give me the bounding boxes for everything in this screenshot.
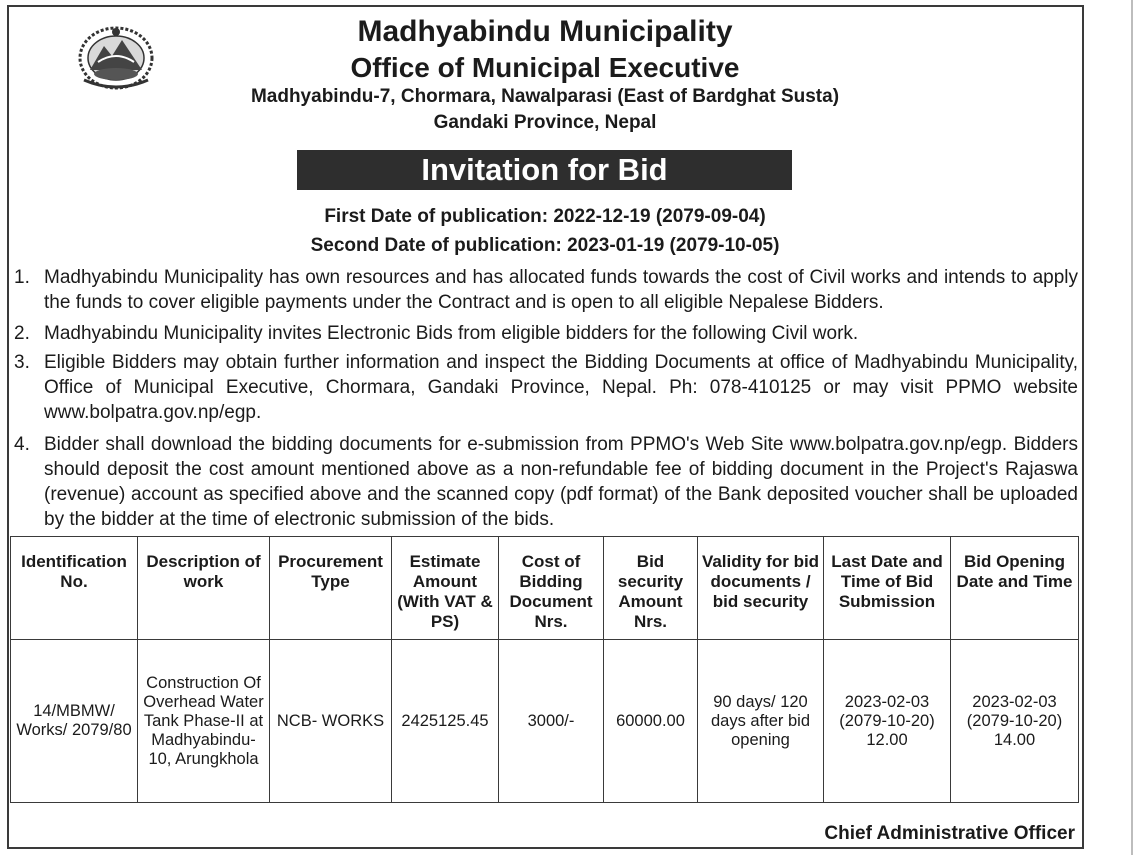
- cell-estimate-amount: 2425125.45: [392, 640, 499, 803]
- office-address: Madhyabindu-7, Chormara, Nawalparasi (East of Bardghat Susta): [250, 86, 840, 107]
- list-item: [14, 265, 1078, 315]
- bid-details-table: [10, 536, 1079, 803]
- list-item-number: 1.: [14, 267, 30, 288]
- column-header-document-cost: Cost of Bidding Document Nrs.: [499, 537, 604, 640]
- cell-description: Construction Of Overhead Water Tank Phase-II at Madhyabindu- 10, Arungkhola: [138, 640, 270, 803]
- first-publication-date: First Date of publication: 2022-12-19 (2079-09-04): [324, 206, 766, 227]
- list-item: [14, 350, 1078, 425]
- cell-procurement-type: NCB- WORKS: [270, 640, 392, 803]
- list-item: [14, 432, 1078, 532]
- column-header-opening-date: Bid Opening Date and Time: [951, 537, 1079, 640]
- column-header-last-date: Last Date and Time of Bid Submission: [824, 537, 951, 640]
- column-header-estimate-amount: Estimate Amount (With VAT & PS): [392, 537, 499, 640]
- page-edge-divider: [1131, 0, 1133, 855]
- list-item-text: Madhyabindu Municipality invites Electronic Bids from eligible bidders for the following Civil work.: [44, 323, 859, 344]
- column-header-identification: Identification No.: [11, 537, 138, 640]
- list-item-number: 3.: [14, 352, 30, 373]
- column-header-description: Description of work: [138, 537, 270, 640]
- municipality-name: Madhyabindu Municipality: [357, 15, 733, 48]
- cell-bid-security: 60000.00: [604, 640, 698, 803]
- cell-identification-no: 14/MBMW/ Works/ 2079/80: [11, 640, 138, 803]
- cell-document-cost: 3000/-: [499, 640, 604, 803]
- table-row: [11, 640, 1079, 803]
- list-item: [14, 321, 1078, 346]
- column-header-procurement-type: Procurement Type: [270, 537, 392, 640]
- list-item-number: 4.: [14, 434, 30, 455]
- cell-opening-date: 2023-02-03 (2079-10-20) 14.00: [951, 640, 1079, 803]
- list-item-text: Bidder shall download the bidding documents for e-submission from PPMO's Web Site www.bolpatra.gov.np/egp. Bidders should deposit the cost amount mentioned above as a non-refundable fee of bidding document in the Project's Rajaswa (revenue) account as specified above and the scanned copy (pdf format) of the Bank deposited voucher shall be uploaded by the bidder at the time of electronic submission of the bids.: [44, 434, 1078, 530]
- cell-validity: 90 days/ 120 days after bid opening: [698, 640, 824, 803]
- office-name: Office of Municipal Executive: [350, 52, 740, 83]
- second-publication-date: Second Date of publication: 2023-01-19 (2079-10-05): [310, 235, 780, 256]
- notice-title-banner: Invitation for Bid: [297, 150, 792, 190]
- list-item-text: Eligible Bidders may obtain further information and inspect the Bidding Documents at office of Madhyabindu Municipality, Office of Municipal Executive, Chormara, Gandaki Province, Nepal. Ph: 078-410125 or may visit PPMO website www.bolpatra.gov.np/egp.: [44, 352, 1078, 423]
- column-header-validity: Validity for bid documents / bid security: [698, 537, 824, 640]
- list-item-number: 2.: [14, 323, 30, 344]
- list-item-text: Madhyabindu Municipality has own resources and has allocated funds towards the cost of Civil works and intends to apply the funds to cover eligible payments under the Contract and is open to all eligible Nepalese Bidders.: [44, 267, 1078, 313]
- table-header-row: [11, 537, 1079, 640]
- province-line: Gandaki Province, Nepal: [433, 112, 657, 133]
- column-header-bid-security: Bid security Amount Nrs.: [604, 537, 698, 640]
- signature-title: Chief Administrative Officer: [824, 823, 1075, 844]
- cell-last-date: 2023-02-03 (2079-10-20) 12.00: [824, 640, 951, 803]
